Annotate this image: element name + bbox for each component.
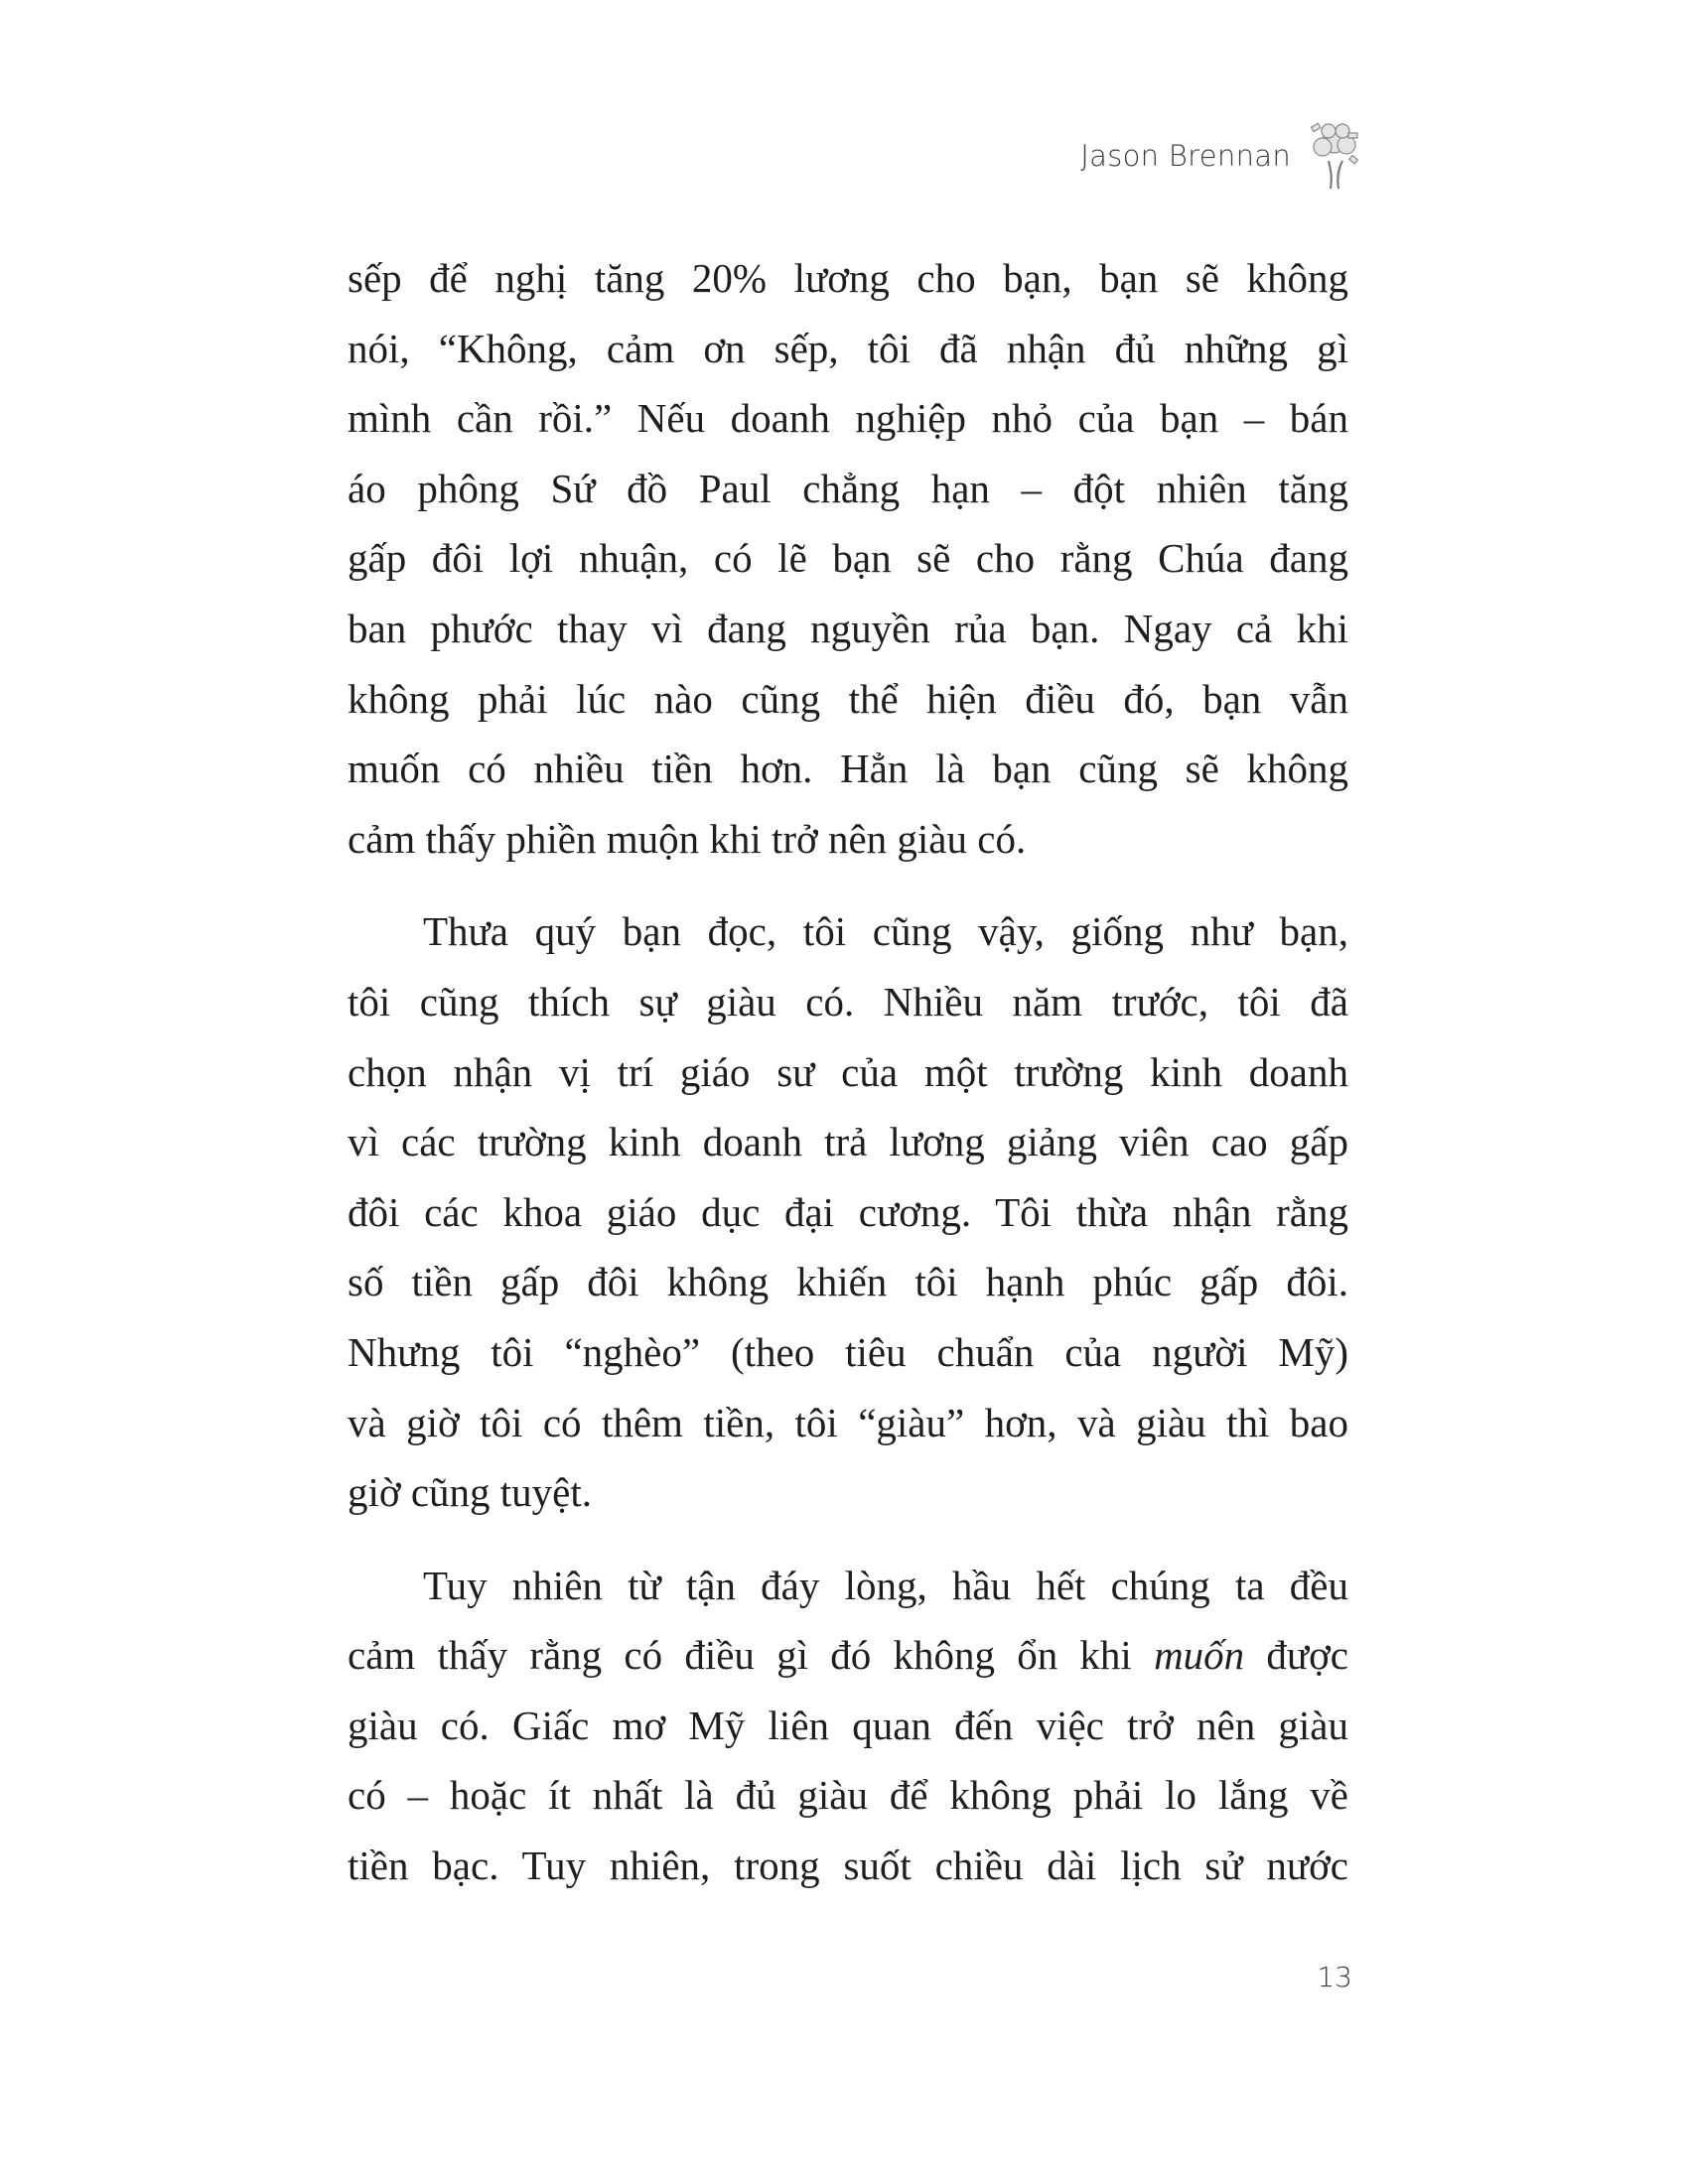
text-segment: tôi cũng thích sự giàu có. Nhiều năm trước, tôi đã — [348, 978, 1348, 1024]
text-segment: Nhưng tôi “nghèo” (theo tiêu chuẩn của người Mỹ) — [348, 1328, 1348, 1375]
text-segment: gấp đôi lợi nhuận, có lẽ bạn sẽ cho rằng Chúa đang — [348, 535, 1348, 582]
text-line — [348, 734, 1348, 804]
text-segment: ban phước thay vì đang nguyền rủa bạn. Ngay cả khi — [348, 605, 1348, 651]
page-number: 13 — [1317, 1961, 1352, 1993]
text-segment: cảm thấy rằng có điều gì đó không ổn khi — [348, 1632, 1155, 1679]
text-line — [348, 1177, 1348, 1248]
text-line — [348, 967, 1348, 1037]
text-line — [348, 1107, 1348, 1177]
text-line — [348, 1620, 1348, 1691]
text-line — [348, 1457, 1348, 1528]
text-segment: cảm thấy phiền muộn khi trở nên giàu có. — [348, 815, 1027, 862]
text-segment: chọn nhận vị trí giáo sư của một trường kinh doanh — [348, 1048, 1348, 1095]
text-segment: có – hoặc ít nhất là đủ giàu để không phải lo lắng về — [348, 1772, 1348, 1819]
text-segment: giàu có. Giấc mơ Mỹ liên quan đến việc trở nên giàu — [348, 1702, 1348, 1748]
text-line — [348, 383, 1348, 454]
body-text — [348, 243, 1348, 1924]
text-line — [348, 1691, 1348, 1761]
text-line — [348, 896, 1348, 967]
text-line — [348, 1551, 1348, 1621]
text-segment: Thưa quý bạn đọc, tôi cũng vậy, giống như bạn, — [423, 908, 1348, 955]
text-line — [348, 454, 1348, 524]
text-line — [348, 1247, 1348, 1317]
text-line — [348, 243, 1348, 314]
text-line — [348, 804, 1348, 875]
text-line — [348, 523, 1348, 594]
paragraph — [348, 896, 1348, 1527]
text-line — [348, 314, 1348, 384]
text-line — [348, 664, 1348, 735]
text-line — [348, 1037, 1348, 1108]
text-segment: mình cần rồi.” Nếu doanh nghiệp nhỏ của bạn – bán — [348, 395, 1348, 442]
text-segment: giờ cũng tuyệt. — [348, 1469, 592, 1516]
text-segment: nói, “Không, cảm ơn sếp, tôi đã nhận đủ những gì — [348, 325, 1348, 371]
text-segment: không phải lúc nào cũng thể hiện điều đó, bạn vẫn — [348, 675, 1348, 722]
text-line — [348, 1388, 1348, 1458]
text-segment: sếp để nghị tăng 20% lương cho bạn, bạn sẽ không — [348, 255, 1348, 301]
text-segment: Tuy nhiên từ tận đáy lòng, hầu hết chúng ta đều — [423, 1562, 1348, 1608]
money-tree-icon — [1309, 119, 1360, 191]
running-header-author: Jason Brennan — [1080, 139, 1291, 173]
text-segment: áo phông Sứ đồ Paul chẳng hạn – đột nhiên tăng — [348, 465, 1348, 511]
text-line — [348, 594, 1348, 664]
paragraph — [348, 1551, 1348, 1901]
emphasis-text: muốn — [1154, 1632, 1245, 1679]
text-segment: tiền bạc. Tuy nhiên, trong suốt chiều dài lịch sử nước — [348, 1843, 1348, 1889]
paragraph — [348, 243, 1348, 874]
text-segment: vì các trường kinh doanh trả lương giảng viên cao gấp — [348, 1119, 1348, 1165]
text-segment: muốn có nhiều tiền hơn. Hẳn là bạn cũng sẽ không — [348, 746, 1348, 792]
text-segment: số tiền gấp đôi không khiến tôi hạnh phúc gấp đôi. — [348, 1259, 1348, 1305]
text-segment: và giờ tôi có thêm tiền, tôi “giàu” hơn, và giàu thì bao — [348, 1399, 1348, 1445]
text-line — [348, 1831, 1348, 1901]
text-line — [348, 1760, 1348, 1831]
text-segment: được — [1244, 1632, 1348, 1679]
text-segment: đôi các khoa giáo dục đại cương. Tôi thừa nhận rằng — [348, 1188, 1348, 1235]
text-line — [348, 1317, 1348, 1388]
